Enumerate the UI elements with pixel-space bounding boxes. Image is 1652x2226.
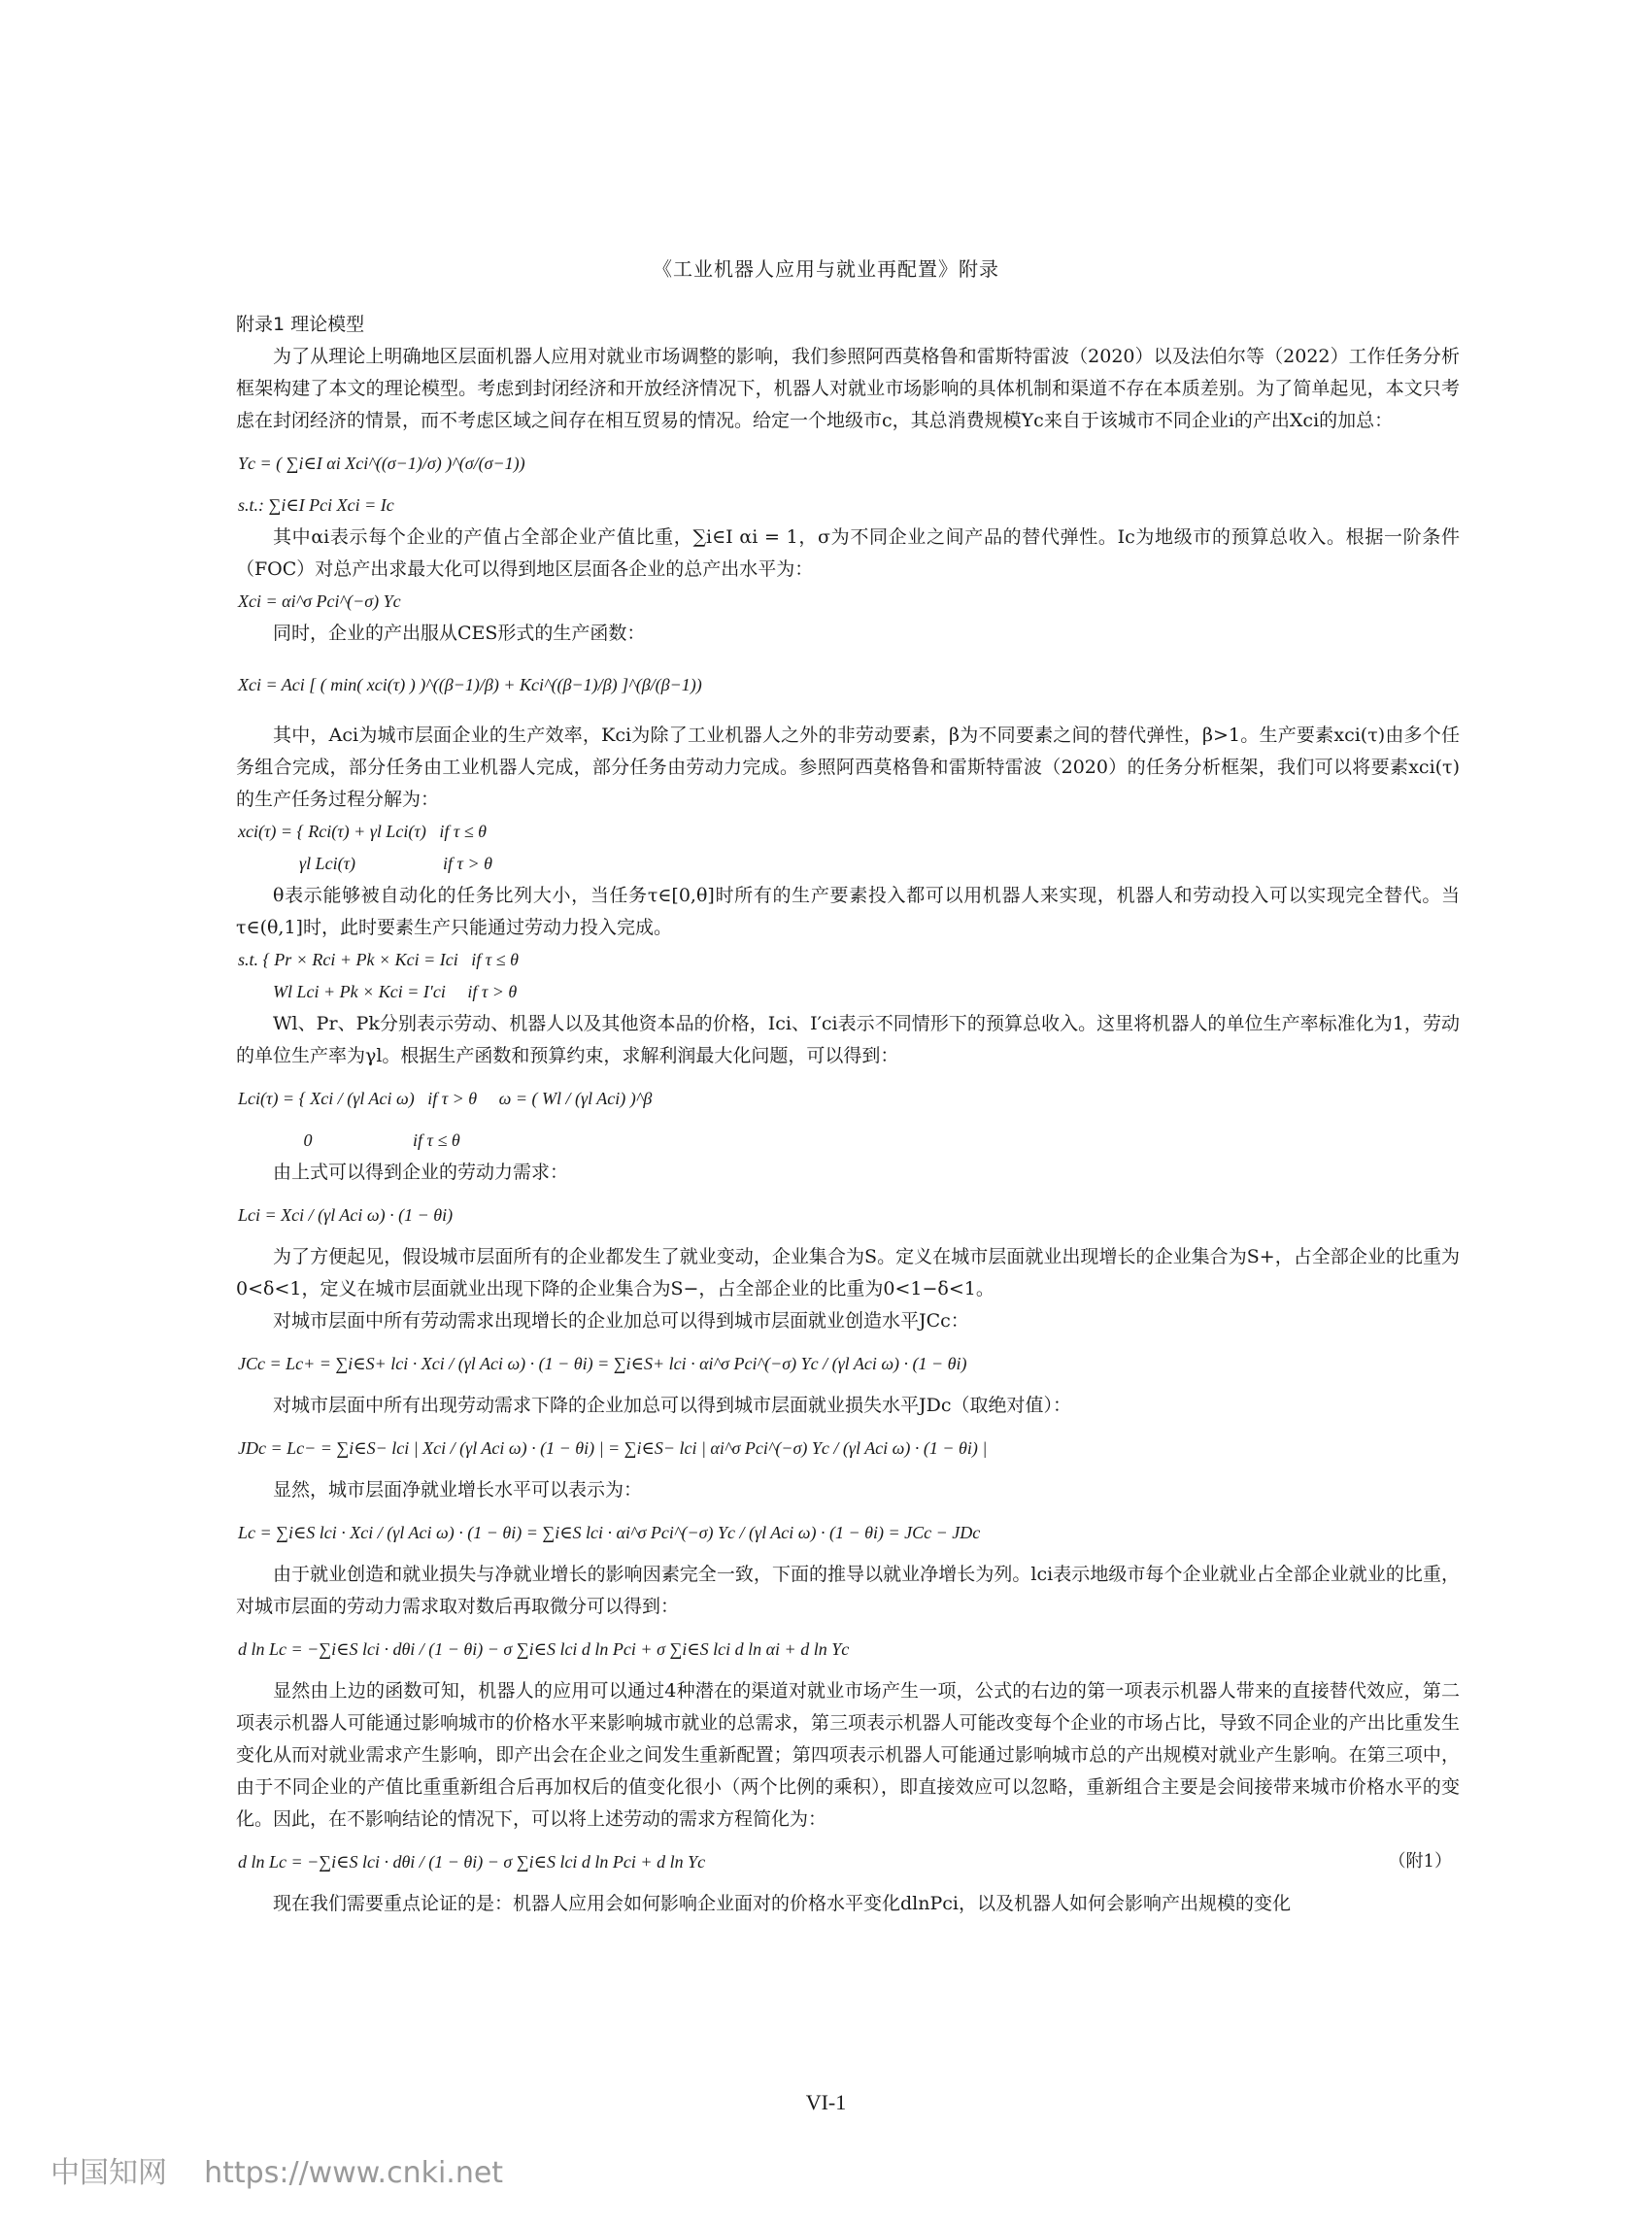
equation-job-creation: JCc = Lc+ = ∑i∈S+ lci · Xci / (γl Aci ω) · (1 − θi) = ∑i∈S+ lci · αi^σ Pci^(−σ) Yc / (γl Aci ω) · (1 − θi) <box>238 1354 967 1373</box>
page-number: VI-1 <box>805 2090 847 2114</box>
paragraph: 对城市层面中所有出现劳动需求下降的企业加总可以得到城市层面就业损失水平JDc（取绝对值）： <box>273 1395 1071 1416</box>
paragraph: 其中αi表示每个企业的产值占全部企业产值比重，∑i∈I αi = 1，σ为不同企业之间产品的替代弹性。Ic为地级市的预算总收入。根据一阶条件（FOC）对总产出求最大化可以得到地区层面各企业的总产出水平为： <box>236 526 1460 580</box>
equation-budget-case-2: Wl Lci + Pk × Kci = I′ci if τ > θ <box>238 982 518 1001</box>
cnki-watermark: 中国知网 https://www.cnki.net <box>51 2156 504 2190</box>
equation-budget-constraint: s.t.: ∑i∈I Pci Xci = Ic <box>238 495 394 515</box>
paragraph: 显然，城市层面净就业增长水平可以表示为： <box>273 1479 643 1501</box>
paragraph: 其中，Aci为城市层面企业的生产效率，Kci为除了工业机器人之外的非劳动要素，β为不同要素之间的替代弹性，β>1。生产要素xci(τ)由多个任务组合完成，部分任务由工业机器人完成，部分任务由劳动力完成。参照阿西莫格鲁和雷斯特雷波（2020）的任务分析框架，我们可以将要素xci(τ)的生产任务过程分解为： <box>236 725 1460 810</box>
equation-simplified-demand: d ln Lc = −∑i∈S lci · dθi / (1 − θi) − σ ∑i∈S lci d ln Pci + d ln Yc <box>238 1852 706 1872</box>
appendix-body <box>236 309 1460 1920</box>
equation-log-differential: d ln Lc = −∑i∈S lci · dθi / (1 − θi) − σ ∑i∈S lci d ln Pci + σ ∑i∈S lci d ln αi + d ln Yc <box>238 1639 850 1659</box>
paragraph: 现在我们需要重点论证的是：机器人应用会如何影响企业面对的价格水平变化dlnPci，以及机器人如何会影响产出规模的变化 <box>273 1893 1291 1914</box>
equation-job-destruction: JDc = Lc− = ∑i∈S− lci | Xci / (γl Aci ω) · (1 − θi) | = ∑i∈S− lci | αi^σ Pci^(−σ) Yc / (γl Aci ω) · (1 − θi) | <box>238 1438 988 1458</box>
section-heading: 附录1 理论模型 <box>236 314 365 335</box>
equation-task-case-1: xci(τ) = { Rci(τ) + γl Lci(τ) if τ ≤ θ <box>238 822 488 841</box>
paragraph: 由于就业创造和就业损失与净就业增长的影响因素完全一致，下面的推导以就业净增长为列。lci表示地级市每个企业就业占全部企业就业的比重，对城市层面的劳动力需求取对数后再取微分可以得到： <box>236 1564 1460 1617</box>
equation-budget-case-1: s.t. { Pr × Rci + Pk × Kci = Ici if τ ≤ θ <box>238 950 519 969</box>
equation-tag: （附1） <box>1388 1851 1452 1872</box>
document-title: 《工业机器人应用与就业再配置》附录 <box>653 257 999 281</box>
equation-row-appendix-1 <box>236 1836 1460 1888</box>
equation-labor-demand: Lci = Xci / (γl Aci ω) · (1 − θi) <box>238 1205 454 1225</box>
equation-ces-production: Xci = Aci [ ( min( xci(τ) ) )^((β−1)/β) + Kci^((β−1)/β) ]^(β/(β−1)) <box>238 675 702 694</box>
paragraph: 为了方便起见，假设城市层面所有的企业都发生了就业变动，企业集合为S。定义在城市层面就业出现增长的企业集合为S+，占全部企业的比重为0<δ<1，定义在城市层面就业出现下降的企业集合为S−，占全部企业的比重为0<1−δ<1。 <box>236 1246 1460 1299</box>
equation-output-aggregation: Yc = ( ∑i∈I αi Xci^((σ−1)/σ) )^(σ/(σ−1)) <box>238 454 525 473</box>
equation-labor-case-1: Lci(τ) = { Xci / (γl Aci ω) if τ > θ ω = ( Wl / (γl Aci) )^β <box>238 1089 653 1108</box>
equation-net-employment: Lc = ∑i∈S lci · Xci / (γl Aci ω) · (1 − θi) = ∑i∈S lci · αi^σ Pci^(−σ) Yc / (γl Aci ω) · (1 − θi) = JCc − JDc <box>238 1523 981 1542</box>
equation-labor-case-2: 0 if τ ≤ θ <box>238 1130 460 1150</box>
equation-task-case-2: γl Lci(τ) if τ > θ <box>238 854 492 873</box>
paragraph: 对城市层面中所有劳动需求出现增长的企业加总可以得到城市层面就业创造水平JCc： <box>273 1310 969 1332</box>
paragraph: 显然由上边的函数可知，机器人的应用可以通过4种潜在的渠道对就业市场产生一项，公式的右边的第一项表示机器人带来的直接替代效应，第二项表示机器人可能通过影响城市的价格水平来影响城市就业的总需求，第三项表示机器人可能改变每个企业的市场占比，导致不同企业的产出比重发生变化从而对就业需求产生影响，即产出会在企业之间发生重新配置；第四项表示机器人可能通过影响城市总的产出规模对就业产生影响。在第三项中，由于不同企业的产值比重重新组合后再加权后的值变化很小（两个比例的乘积），即直接效应可以忽略，重新组合主要是会间接带来城市价格水平的变化。因此，在不影响结论的情况下，可以将上述劳动的需求方程简化为： <box>236 1680 1460 1830</box>
paragraph: Wl、Pr、Pk分别表示劳动、机器人以及其他资本品的价格，Ici、I′ci表示不同情形下的预算总收入。这里将机器人的单位生产率标准化为1，劳动的单位生产率为γl。根据生产函数和预算约束，求解利润最大化问题，可以得到： <box>236 1013 1460 1066</box>
paragraph: θ表示能够被自动化的任务比列大小，当任务τ∈[0,θ]时所有的生产要素投入都可以用机器人来实现，机器人和劳动投入可以实现完全替代。当τ∈(θ,1]时，此时要素生产只能通过劳动力投入完成。 <box>236 885 1460 938</box>
paragraph: 同时，企业的产出服从CES形式的生产函数： <box>273 623 646 644</box>
paragraph: 为了从理论上明确地区层面机器人应用对就业市场调整的影响，我们参照阿西莫格鲁和雷斯特雷波（2020）以及法伯尔等（2022）工作任务分析框架构建了本文的理论模型。考虑到封闭经济和开放经济情况下，机器人对就业市场影响的具体机制和渠道不存在本质差别。为了简单起见，本文只考虑在封闭经济的情景，而不考虑区域之间存在相互贸易的情况。给定一个地级市c，其总消费规模Yc来自于该城市不同企业i的产出Xci的加总： <box>236 346 1460 431</box>
equation-firm-output: Xci = αi^σ Pci^(−σ) Yc <box>238 591 401 611</box>
paragraph: 由上式可以得到企业的劳动力需求： <box>273 1162 569 1183</box>
